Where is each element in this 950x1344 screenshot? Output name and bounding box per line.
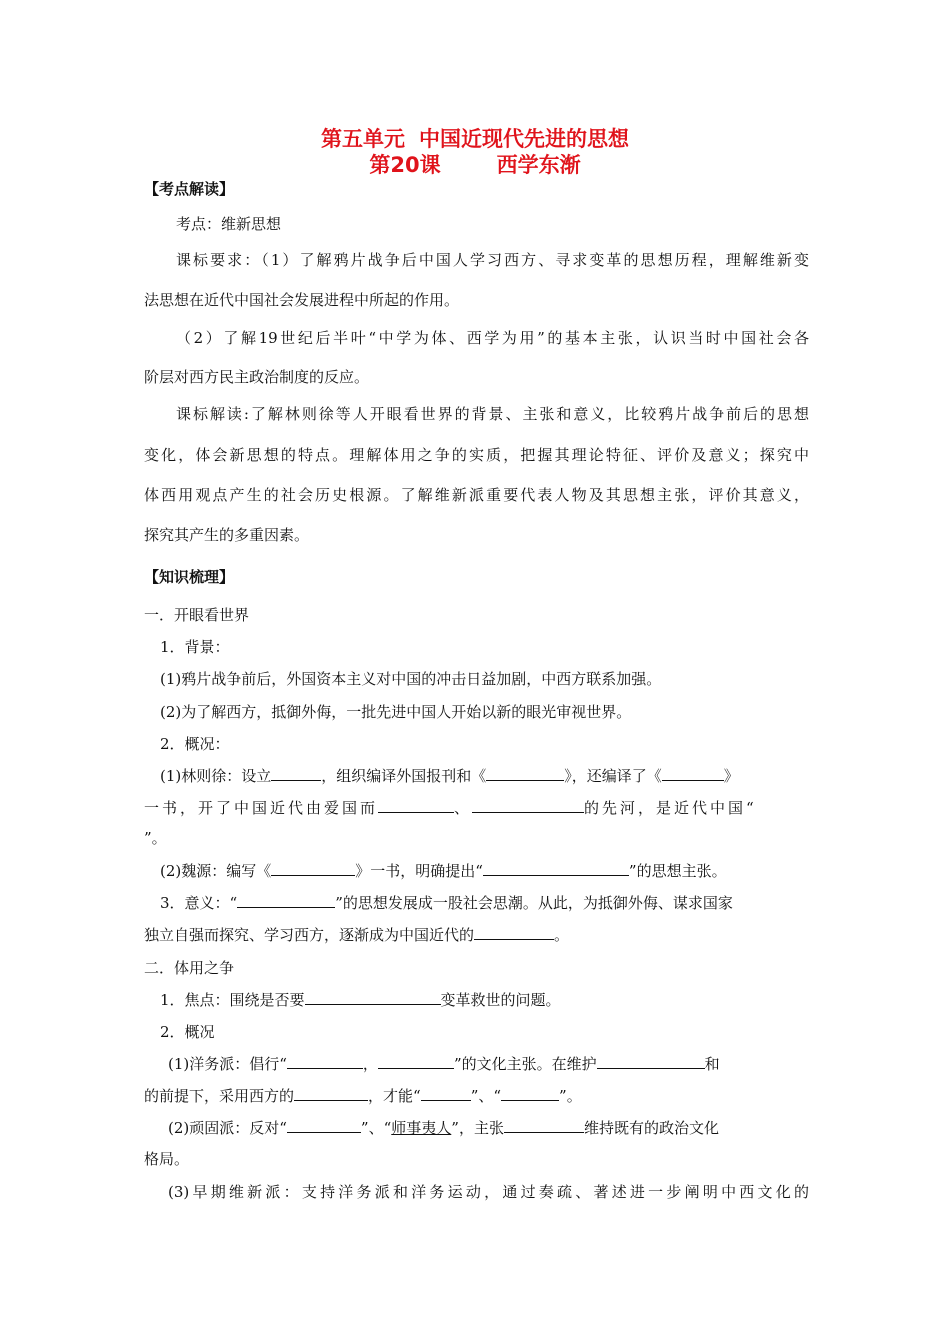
- blank[interactable]: [271, 766, 321, 781]
- explanation-line-2: 变化，体会新思想的特点。理解体用之争的实质，把握其理论特征、评价及意义；探究中: [144, 446, 809, 464]
- blank[interactable]: [597, 1054, 705, 1069]
- blank[interactable]: [483, 861, 629, 876]
- requirement-1-line-1: 课标要求：（1）了解鸦片战争后中国人学习西方、寻求变革的思想历程，理解维新变: [176, 251, 809, 269]
- part-2-overview: 2．概况: [160, 1023, 215, 1041]
- unit-name: 中国近现代先进的思想: [419, 127, 629, 151]
- blank[interactable]: [378, 1054, 454, 1069]
- lesson-name: 西学东渐: [496, 153, 581, 177]
- requirement-2-line-1: （2）了解19世纪后半叶“中学为体、西学为用”的基本主张，认识当时中国社会各: [176, 329, 809, 347]
- blank[interactable]: [662, 766, 724, 781]
- part-2-heading: 二．体用之争: [144, 959, 235, 977]
- yangwu-line-1: (1)洋务派：倡行“ ， ”的文化主张。在维护 和: [168, 1055, 720, 1073]
- blank[interactable]: [486, 766, 564, 781]
- early-reform-line-1: (3)早期维新派：支持洋务派和洋务运动，通过奏疏、著述进一步阐明中西文化的: [168, 1183, 809, 1201]
- part-1-background: 1．背景：: [160, 638, 230, 656]
- explanation-line-3: 体西用观点产生的社会历史根源。了解维新派重要代表人物及其思想主张，评价其意义，: [144, 486, 809, 504]
- lin-zexu-line-1: (1)林则徐：设立 ，组织编译外国报刊和《 》，还编译了《 》: [160, 767, 739, 785]
- blank[interactable]: [294, 1086, 368, 1101]
- blank[interactable]: [305, 990, 441, 1005]
- lesson-title: [0, 152, 950, 178]
- blank[interactable]: [287, 1054, 363, 1069]
- yangwu-line-2: 的前提下，采用西方的 ，才能“ ”、“ ”。: [144, 1087, 582, 1105]
- unit-title: [0, 126, 950, 152]
- requirement-2-line-2: 阶层对西方民主政治制度的反应。: [144, 368, 370, 386]
- blank[interactable]: [474, 925, 554, 940]
- wei-yuan-line: (2)魏源：编写《 》一书，明确提出“ ”的思想主张。: [160, 862, 727, 880]
- blank[interactable]: [237, 893, 335, 908]
- part-1-background-b: (2)为了解西方，抵御外侮，一批先进中国人开始以新的眼光审视世界。: [160, 703, 632, 721]
- section-heading-zhishi: 【知识梳理】: [144, 568, 235, 586]
- part-1-background-a: (1)鸦片战争前后，外国资本主义对中国的冲击日益加剧，中西方联系加强。: [160, 670, 662, 688]
- unit-number: 第五单元: [321, 127, 405, 151]
- lin-zexu-line-2: 一书，开了中国近代由爱国而 、 的先河，是近代中国“: [144, 799, 757, 817]
- significance-line-2: 独立自强而探究、学习西方，逐渐成为中国近代的 。: [144, 926, 570, 944]
- wangu-line-2: 格局。: [144, 1150, 190, 1168]
- explanation-line-1: 课标解读:了解林则徐等人开眼看世界的背景、主张和意义，比较鸦片战争前后的思想: [176, 405, 809, 423]
- blank[interactable]: [501, 1086, 559, 1101]
- blank[interactable]: [287, 1118, 361, 1133]
- section-heading-kaodian: 【考点解读】: [144, 180, 235, 198]
- blank[interactable]: [421, 1086, 471, 1101]
- significance-line-1: 3．意义：“ ”的思想发展成一股社会思潮。从此，为抵御外侮、谋求国家: [160, 894, 733, 912]
- exam-point: 考点：维新思想: [176, 215, 282, 233]
- blank[interactable]: [504, 1118, 584, 1133]
- wangu-line-1: (2)顽固派：反对“ ”、“师事夷人”，主张 维持既有的政治文化: [168, 1119, 719, 1137]
- part-1-overview: 2．概况：: [160, 735, 230, 753]
- explanation-line-4: 探究其产生的多重因素。: [144, 526, 310, 544]
- blank[interactable]: [378, 798, 454, 813]
- lin-zexu-line-3: ”。: [144, 829, 167, 847]
- blank[interactable]: [472, 798, 584, 813]
- part-1-heading: 一．开眼看世界: [144, 606, 250, 624]
- lesson-number: 第20课: [369, 153, 441, 177]
- requirement-1-line-2: 法思想在近代中国社会发展进程中所起的作用。: [144, 291, 460, 309]
- blank[interactable]: [271, 861, 355, 876]
- part-2-focus: 1．焦点：围绕是否要 变革救世的问题。: [160, 991, 561, 1009]
